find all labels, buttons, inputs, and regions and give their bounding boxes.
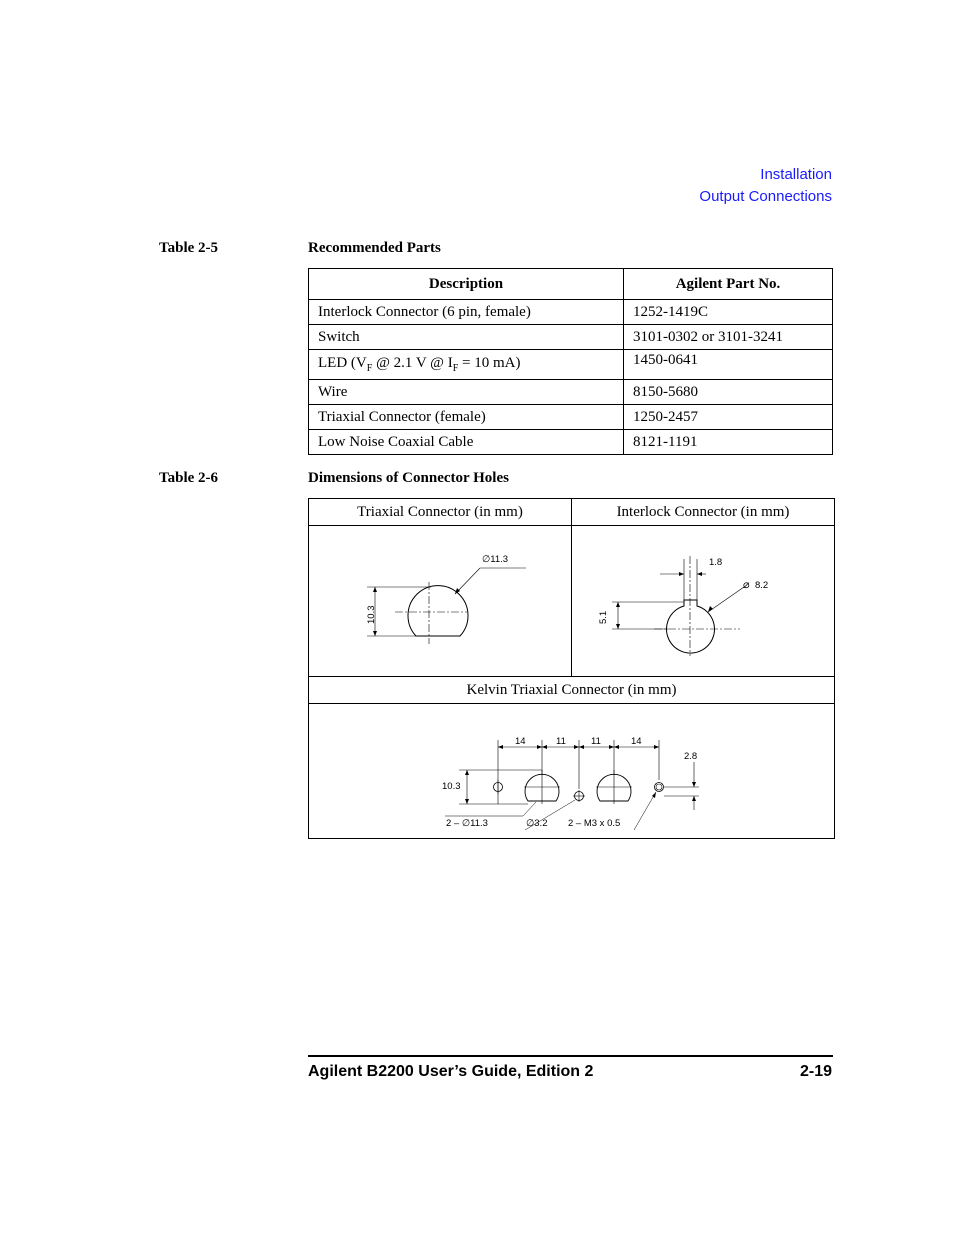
- connector-holes-table: [308, 498, 835, 839]
- triaxial-height-label: 10.3: [366, 605, 377, 624]
- interlock-hole-drawing: [572, 526, 834, 676]
- table-row: [309, 405, 833, 430]
- table6-title: Dimensions of Connector Holes: [308, 470, 509, 486]
- row-part-number: 1250-2457: [624, 405, 833, 430]
- table6-number: Table 2-6: [159, 470, 219, 486]
- footer-rule: [308, 1055, 833, 1057]
- triaxial-diameter-label: ∅11.3: [482, 554, 509, 565]
- interlock-diameter-label: 8.2: [755, 580, 769, 591]
- row-description: Triaxial Connector (female): [309, 405, 624, 430]
- page-number: 2-19: [799, 1063, 832, 1080]
- holes-label: 2 – ∅11.3: [446, 818, 488, 829]
- triaxial-drawing-cell: [309, 526, 572, 677]
- table-row: [309, 430, 833, 455]
- screw-label: 2 – M3 x 0.5: [568, 818, 621, 829]
- header-subsection-link[interactable]: Output Connections: [699, 188, 832, 205]
- row-description: Interlock Connector (6 pin, female): [309, 300, 624, 325]
- kelvin-height-label: 10.3: [442, 781, 461, 792]
- row-description: LED ($V_F$ @ 2.1 V @ $I_F = 10$ mA): [309, 350, 624, 380]
- diameter-symbol: ⌀: [743, 579, 750, 591]
- interlock-drawing-cell: [572, 526, 835, 677]
- spacing-label: 14: [631, 736, 642, 747]
- interlock-hole-outline: [667, 600, 715, 653]
- row-part-number: 8121-1191: [624, 430, 833, 455]
- triaxial-hole-drawing: [309, 526, 570, 676]
- recommended-parts-table: [308, 268, 833, 455]
- row-part-number: 1450-0641: [624, 350, 833, 380]
- column-header-triaxial: Triaxial Connector (in mm): [309, 499, 572, 526]
- table-row: [309, 380, 833, 405]
- table-row: [309, 300, 833, 325]
- interlock-width-label: 1.8: [709, 557, 723, 568]
- row-part-number: 8150-5680: [624, 380, 833, 405]
- interlock-height-label: 5.1: [598, 610, 609, 624]
- kelvin-drawing-cell: [309, 704, 835, 839]
- kelvin-header: Kelvin Triaxial Connector (in mm): [309, 677, 835, 704]
- spacing-label: 11: [591, 736, 601, 747]
- column-header-interlock: Interlock Connector (in mm): [572, 499, 835, 526]
- row-description: Switch: [309, 325, 624, 350]
- column-header-description: Description: [309, 269, 624, 300]
- column-header-part-no: Agilent Part No.: [624, 269, 833, 300]
- small-hole-label: ∅3.2: [526, 818, 548, 829]
- triaxial-hole-outline: [408, 586, 468, 636]
- table-row: [309, 325, 833, 350]
- row-description: Low Noise Coaxial Cable: [309, 430, 624, 455]
- table5-title: Recommended Parts: [308, 240, 441, 256]
- row-part-number: 1252-1419C: [624, 300, 833, 325]
- offset-label: 2.8: [684, 751, 698, 762]
- spacing-label: 11: [556, 736, 566, 747]
- header-section-link[interactable]: Installation: [760, 166, 832, 183]
- footer-title: Agilent B2200 User’s Guide, Edition 2: [308, 1063, 594, 1080]
- row-part-number: 3101-0302 or 3101-3241: [624, 325, 833, 350]
- kelvin-hole-drawing: [309, 704, 834, 838]
- table5-number: Table 2-5: [159, 240, 219, 256]
- row-description: Wire: [309, 380, 624, 405]
- table-row: [309, 350, 833, 380]
- spacing-label: 14: [515, 736, 526, 747]
